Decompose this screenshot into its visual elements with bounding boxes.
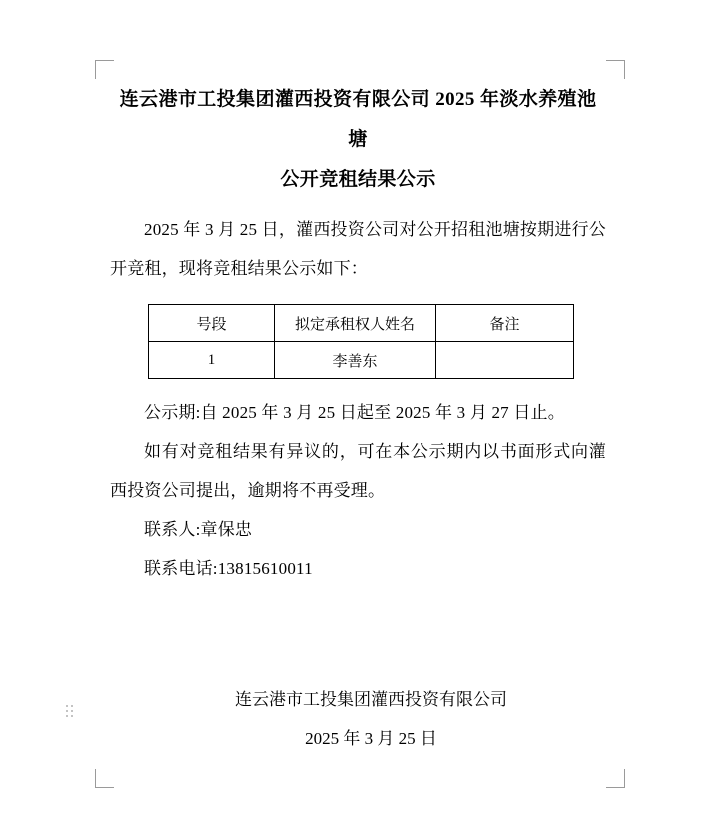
crop-mark-bottom-left <box>95 769 114 788</box>
signature-date: 2025 年 3 月 25 日 <box>305 729 437 748</box>
signature-block <box>110 680 606 758</box>
bid-result-table <box>148 304 574 379</box>
page-title-line-1: 连云港市工投集团灌西投资有限公司 2025 年淡水养殖池塘 <box>119 89 597 150</box>
result-table-wrapper <box>148 304 574 379</box>
table-header-row <box>149 305 574 342</box>
crop-mark-bottom-right <box>606 769 625 788</box>
contact-phone: 联系电话:13815610011 <box>144 559 313 578</box>
table-cell-remark <box>436 342 574 379</box>
paragraph-notice-period: 公示期:自 2025 年 3 月 25 日起至 2025 年 3 月 27 日止。 <box>144 403 565 422</box>
table-cell-name: 李善东 <box>274 342 435 379</box>
signature-organization: 连云港市工投集团灌西投资有限公司 <box>235 690 507 709</box>
title-spacer <box>110 200 606 210</box>
page-title-line-2: 公开竞租结果公示 <box>280 169 436 190</box>
paragraph-objection: 如有对竞租结果有异议的，可在本公示期内以书面形式向灌西投资公司提出，逾期将不再受理。 <box>110 442 606 500</box>
crop-mark-top-right <box>606 60 625 79</box>
table-cell-no: 1 <box>149 342 275 379</box>
document-body <box>110 80 606 758</box>
table-header-cell-no: 号段 <box>149 305 275 342</box>
table-body <box>149 342 574 379</box>
drag-handle-dots-icon <box>66 705 78 719</box>
table-row <box>149 342 574 379</box>
table-head <box>149 305 574 342</box>
page-title <box>110 80 606 200</box>
table-header-cell-name: 拟定承租权人姓名 <box>274 305 435 342</box>
crop-mark-top-left <box>95 60 114 79</box>
paragraph-intro: 2025 年 3 月 25 日，灌西投资公司对公开招租池塘按期进行公开竞租，现将竞租结果公示如下： <box>110 220 606 278</box>
table-header-cell-remark: 备注 <box>436 305 574 342</box>
contact-person: 联系人:章保忠 <box>144 520 253 539</box>
